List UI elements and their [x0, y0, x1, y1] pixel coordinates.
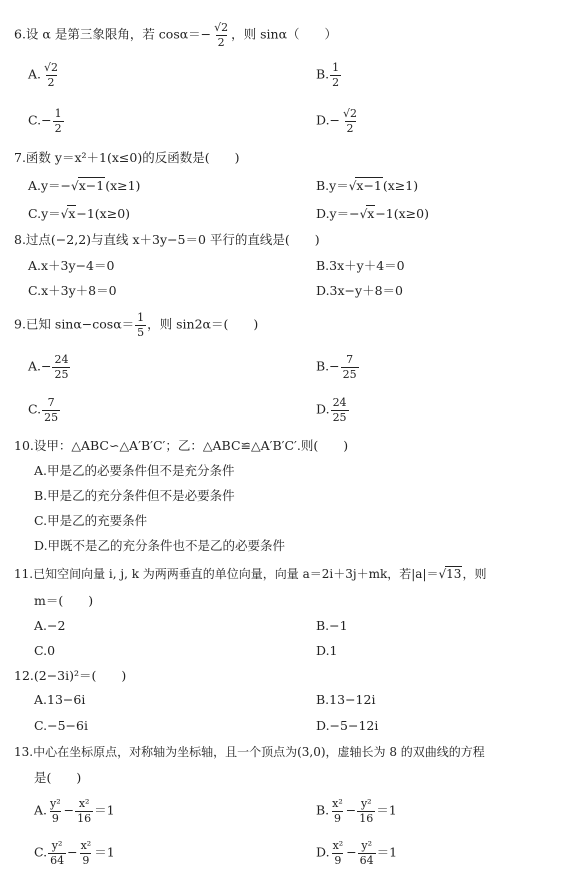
q13-option-c: C. $\frac{\text{y²}}{64}$ − $\frac{\text{x²}}{9}$ ＝1	[34, 839, 115, 867]
q9-stem: 9.已知 sinα−cosα＝ $\frac{1}{5}$ ，则 sin2α＝( )	[14, 311, 259, 339]
q9-option-b: B.− $\frac{7}{25}$	[316, 353, 357, 381]
q13-stem: 13.中心在坐标原点，对称轴为坐标轴，且一个顶点为(3,0)，虚轴长为 8 的双曲线的方程	[14, 745, 485, 759]
q6-option-c: C.− $\frac{1}{2}$	[28, 107, 62, 135]
q12-stem: 12.(2−3i)²＝( )	[14, 668, 127, 683]
q7-option-a: A.y＝−√x−1(x≥1)	[28, 178, 141, 193]
q10-stem: 10.设甲：△ABC∽△A′B′C′；乙：△ABC≌△A′B′C′.则( )	[14, 438, 349, 453]
q7-option-c: C.y＝√x−1(x≥0)	[28, 206, 131, 221]
q11-stem-cont: m＝( )	[34, 593, 94, 608]
q12-option-b: B.13−12i	[316, 692, 376, 707]
q6-option-a: A. $\frac{√2}{2}$	[28, 61, 59, 89]
q9-option-a: A.− $\frac{24}{25}$	[28, 353, 69, 381]
q6-option-d: D.− $\frac{√2}{2}$	[316, 107, 358, 135]
q11-option-d: D.1	[316, 643, 338, 658]
q12-option-a: A.13−6i	[34, 692, 86, 707]
q12-option-c: C.−5−6i	[34, 718, 88, 733]
q13-option-b: B. $\frac{\text{x²}}{9}$ − $\frac{\text{y²}}{16}$ ＝1	[316, 797, 397, 825]
q12-option-d: D.−5−12i	[316, 718, 379, 733]
q11-option-a: A.−2	[34, 618, 66, 633]
q8-option-a: A.x＋3y−4＝0	[28, 258, 115, 273]
q7-stem: 7.函数 y＝x²＋1(x≤0)的反函数是( )	[14, 150, 240, 165]
q6-cos-fraction: $\frac{√2}{2}$	[214, 21, 229, 49]
q10-option-b: B.甲是乙的充分条件但不是必要条件	[34, 488, 235, 503]
q6-option-b: B. $\frac{1}{2}$	[316, 61, 340, 89]
q11-stem: 11.已知空间向量 i, j, k 为两两垂直的单位向量，向量 a＝2i＋3j＋mk，若|a|＝√13，则	[14, 567, 487, 581]
q9-option-c: C. $\frac{7}{25}$	[28, 396, 59, 424]
q9-option-d: D. $\frac{24}{25}$	[316, 396, 347, 424]
q10-option-c: C.甲是乙的充要条件	[34, 513, 148, 528]
q10-option-a: A.甲是乙的必要条件但不是充分条件	[34, 463, 235, 478]
q6-stem: 6.设 α 是第三象限角，若 cosα＝− $\frac{√2}{2}$ ，则 sinα（ ）	[14, 21, 338, 49]
q8-option-c: C.x＋3y＋8＝0	[28, 283, 117, 298]
q11-option-c: C.0	[34, 643, 56, 658]
q13-option-a: A. $\frac{\text{y²}}{9}$ − $\frac{\text{x²}}{16}$ ＝1	[34, 797, 115, 825]
q7-option-d: D.y＝−√x−1(x≥0)	[316, 206, 429, 221]
q13-stem-cont: 是( )	[34, 770, 82, 785]
q8-option-d: D.3x−y＋8＝0	[316, 283, 403, 298]
q8-stem: 8.过点(−2,2)与直线 x＋3y−5＝0 平行的直线是( )	[14, 232, 320, 247]
q8-option-b: B.3x＋y＋4＝0	[316, 258, 405, 273]
q7-option-b: B.y＝√x−1(x≥1)	[316, 178, 419, 193]
q10-option-d: D.甲既不是乙的充分条件也不是乙的必要条件	[34, 538, 286, 553]
q11-option-b: B.−1	[316, 618, 348, 633]
q13-option-d: D. $\frac{\text{x²}}{9}$ − $\frac{\text{y²}}{64}$ ＝1	[316, 839, 398, 867]
